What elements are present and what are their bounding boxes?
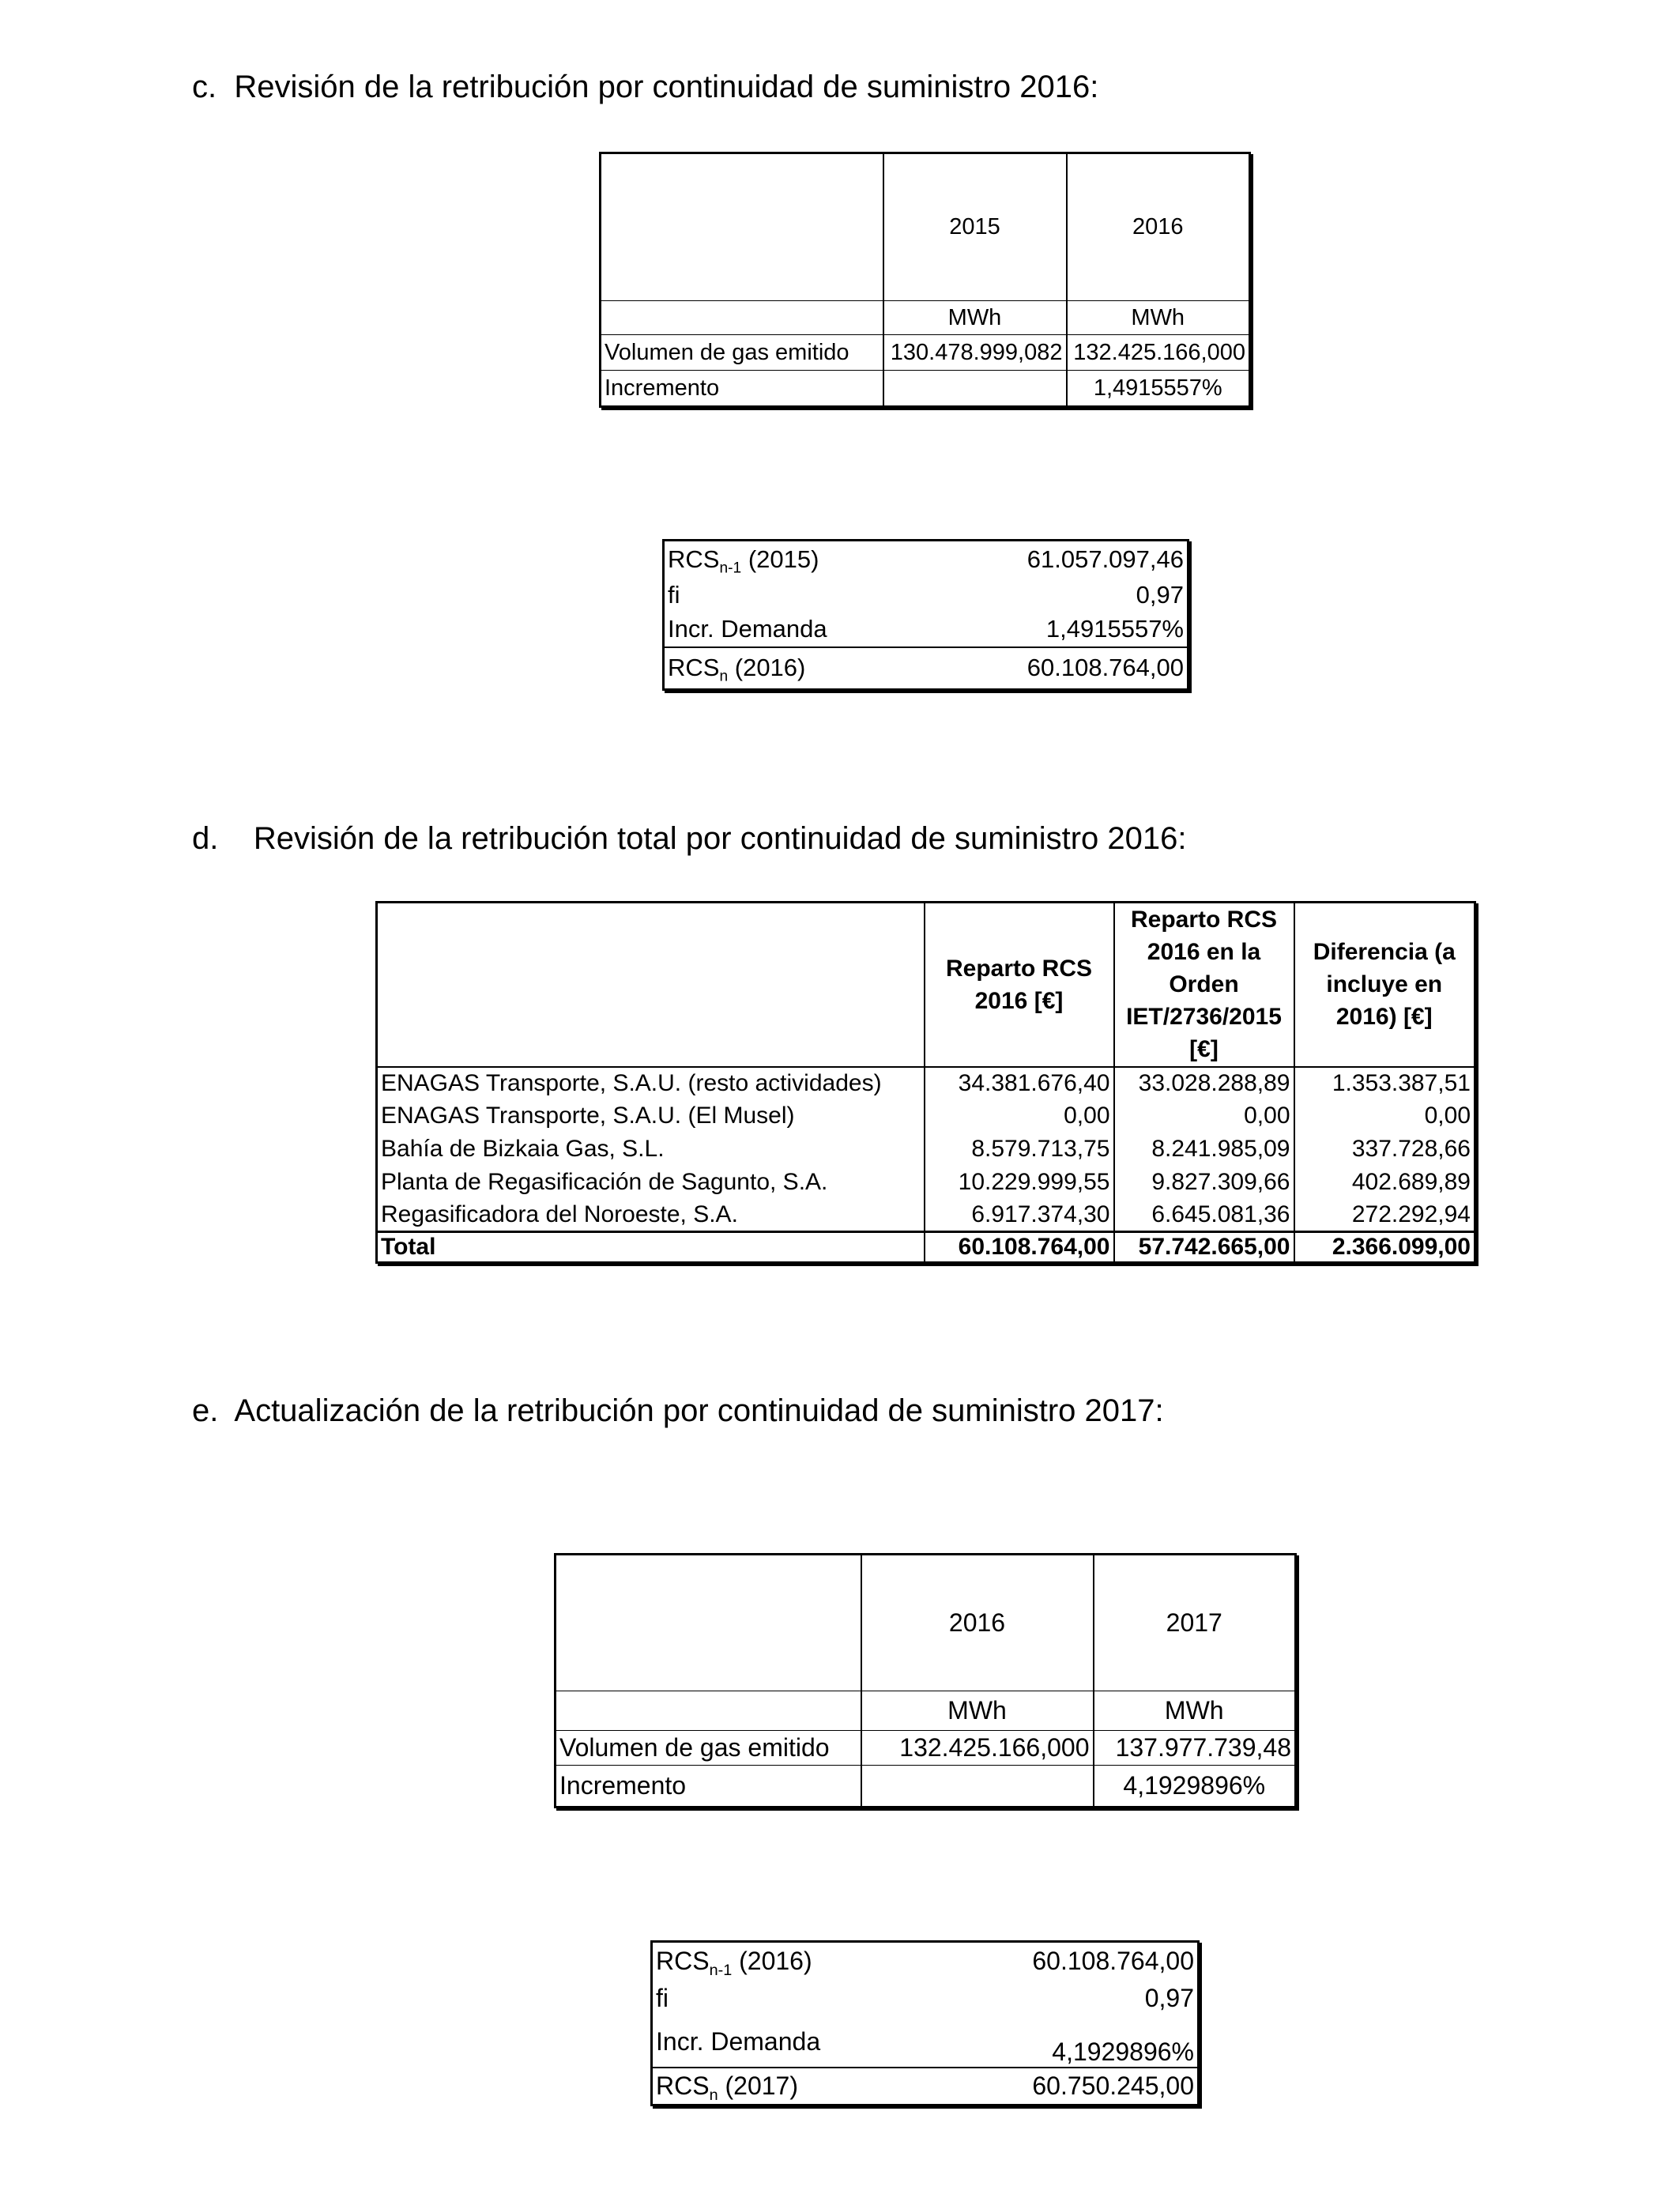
volume-row-label: Volumen de gas emitido: [601, 335, 883, 371]
distribution-header: Diferencia (a incluye en 2016) [€]: [1294, 903, 1475, 1067]
volume-unit-blank: [601, 301, 883, 335]
distribution-cell: 337.728,66: [1294, 1133, 1475, 1166]
distribution-cell: 402.689,89: [1294, 1166, 1475, 1199]
volume-unit: MWh: [883, 301, 1067, 335]
rcs-row-label: $RCS_n$ (2016): [664, 647, 926, 690]
rcs-row-label: fi: [656, 1984, 669, 2012]
distribution-cell: 34.381.676,40: [925, 1067, 1114, 1100]
volume-year: 2016: [1067, 153, 1250, 301]
rcs-row-value: 0,97: [1136, 580, 1184, 609]
volume-unit: MWh: [1067, 301, 1250, 335]
distribution-cell: 6.645.081,36: [1114, 1199, 1294, 1232]
volume-cell: 132.425.166,000: [1067, 335, 1250, 371]
distribution-cell: 272.292,94: [1294, 1199, 1475, 1232]
volume-cell: [883, 371, 1067, 407]
section-d-letter: d.: [192, 821, 219, 856]
section-c-letter: c.: [192, 70, 217, 104]
rcs-row-value: 0,97: [1144, 1984, 1194, 2012]
volume-row-label: Incremento: [601, 371, 883, 407]
distribution-row-label: ENAGAS Transporte, S.A.U. (El Musel): [381, 1103, 795, 1129]
rcs-row-value: 1,4915557%: [1045, 615, 1184, 643]
rcs-row-value: 60.108.764,00: [926, 647, 1188, 690]
volume-year: 2015: [883, 153, 1067, 301]
distribution-total-cell: 60.108.764,00: [925, 1232, 1114, 1263]
distribution-total-label: Total: [377, 1232, 925, 1263]
volume-year: 2016: [861, 1555, 1094, 1691]
distribution-cell: 0,00: [1114, 1100, 1294, 1133]
rcs-row-label: Incr. Demanda: [656, 2027, 821, 2056]
distribution-row-label: Planta de Regasificación de Sagunto, S.A.: [381, 1168, 828, 1195]
distribution-header: Reparto RCS 2016 en la Orden IET/2736/2015 [€]: [1114, 903, 1294, 1067]
distribution-cell: 0,00: [1294, 1100, 1475, 1133]
volume-cell: 4,1929896%: [1094, 1766, 1296, 1808]
distribution-total-cell: 57.742.665,00: [1114, 1232, 1294, 1263]
rcs-row-value: 4,1929896%: [1052, 2037, 1194, 2066]
distribution-row-label: Regasificadora del Noroeste, S.A.: [381, 1201, 738, 1227]
rcs-row-label: $RCS_n$ (2017): [652, 2068, 925, 2105]
rcs-row-value: 61.057.097,46: [1026, 545, 1184, 573]
volume-header-blank: [556, 1555, 861, 1691]
section-e-letter: e.: [192, 1393, 219, 1428]
rcs-row-value: 60.108.764,00: [1032, 1946, 1194, 1975]
distribution-row-label: Bahía de Bizkaia Gas, S.L.: [381, 1135, 665, 1162]
rcs-row-label: Incr. Demanda: [668, 615, 827, 643]
distribution-total-cell: 2.366.099,00: [1294, 1232, 1475, 1263]
rcs-table-2016: [662, 539, 1189, 691]
rcs-table-2017: [650, 1940, 1200, 2106]
distribution-header-blank: [377, 903, 925, 1067]
rcs-row-label: fi: [668, 580, 680, 609]
distribution-cell: 8.241.985,09: [1114, 1133, 1294, 1166]
distribution-cell: 9.827.309,66: [1114, 1166, 1294, 1199]
rcs-row-label: $RCS_{n-1}$ (2015): [668, 545, 819, 577]
volume-row-label: Volumen de gas emitido: [556, 1731, 861, 1766]
volume-header-blank: [601, 153, 883, 301]
distribution-table: [375, 901, 1476, 1264]
distribution-cell: 8.579.713,75: [925, 1133, 1114, 1166]
section-e-title: Actualización de la retribución por continuidad de suministro 2017:: [234, 1393, 1164, 1428]
volume-cell: 137.977.739,48: [1094, 1731, 1296, 1766]
section-d-heading: [192, 821, 1187, 857]
distribution-cell: 6.917.374,30: [925, 1199, 1114, 1232]
section-c-title: Revisión de la retribución por continuidad de suministro 2016:: [234, 70, 1099, 104]
volume-table-2016: [599, 152, 1251, 408]
distribution-cell: 10.229.999,55: [925, 1166, 1114, 1199]
rcs-row-value: 60.750.245,00: [925, 2068, 1199, 2105]
distribution-cell: 0,00: [925, 1100, 1114, 1133]
distribution-header: Reparto RCS 2016 [€]: [925, 903, 1114, 1067]
section-e-heading: [192, 1393, 1164, 1429]
distribution-row-label: ENAGAS Transporte, S.A.U. (resto actividades): [381, 1070, 882, 1096]
section-d-title: Revisión de la retribución total por continuidad de suministro 2016:: [253, 821, 1187, 856]
volume-year: 2017: [1094, 1555, 1296, 1691]
volume-unit: MWh: [861, 1691, 1094, 1731]
volume-cell: 132.425.166,000: [861, 1731, 1094, 1766]
volume-row-label: Incremento: [556, 1766, 861, 1808]
volume-cell: 1,4915557%: [1067, 371, 1250, 407]
volume-cell: [861, 1766, 1094, 1808]
distribution-cell: 33.028.288,89: [1114, 1067, 1294, 1100]
section-c-heading: [192, 70, 1098, 105]
distribution-cell: 1.353.387,51: [1294, 1067, 1475, 1100]
volume-unit-blank: [556, 1691, 861, 1731]
rcs-row-label: $RCS_{n-1}$ (2016): [656, 1946, 812, 1979]
volume-cell: 130.478.999,082: [883, 335, 1067, 371]
volume-table-2017: [554, 1553, 1297, 1808]
volume-unit: MWh: [1094, 1691, 1296, 1731]
